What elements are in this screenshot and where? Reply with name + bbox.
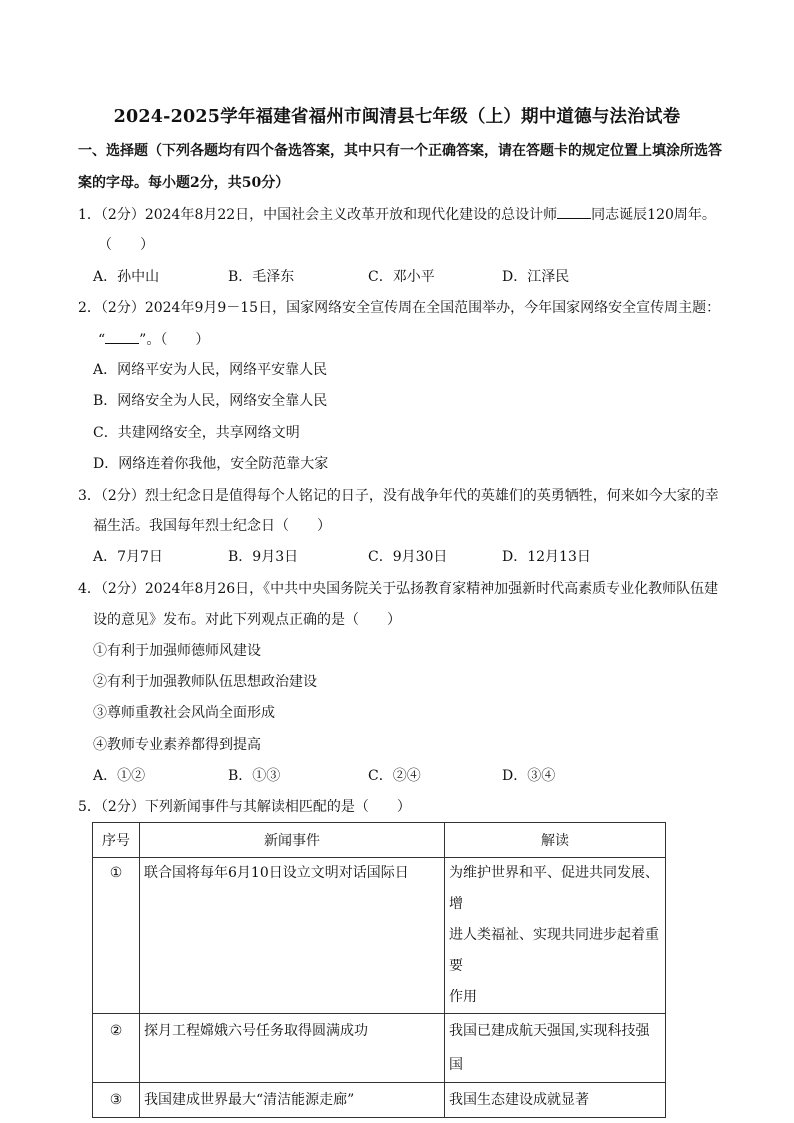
table-row — [93, 1083, 666, 1118]
q3-option-b[interactable]: B．9月3日 — [228, 549, 299, 565]
row-note — [445, 858, 666, 1014]
question-1-paren: （ ） — [98, 237, 154, 253]
q1-option-a[interactable]: A．孙中山 — [93, 269, 160, 285]
row-note-line: 进人类福祉、实现共同进步起着重要 — [449, 927, 659, 974]
question-1 — [78, 204, 716, 225]
table-header-num: 序号 — [93, 823, 140, 858]
question-4-line1: 4．（2分）2024年8月26日，《中共中央国务院关于弘扬教育家精神加强新时代高素质专业化教师队伍建 — [78, 581, 719, 597]
row-event: 联合国将每年6月10日设立文明对话国际日 — [140, 858, 445, 1014]
news-table — [92, 822, 666, 1118]
question-3-line2: 福生活。我国每年烈士纪念日（ ） — [93, 518, 331, 534]
answer-blank — [105, 329, 139, 344]
row-event: 我国建成世界最大“清洁能源走廊” — [140, 1083, 445, 1118]
q3-option-a[interactable]: A．7月7日 — [93, 549, 163, 565]
table-header-event: 新闻事件 — [140, 823, 445, 858]
q1-option-c[interactable]: C．邓小平 — [368, 269, 435, 285]
q3-option-c[interactable]: C．9月30日 — [368, 549, 448, 565]
q4-statement-4: ④教师专业素养都得到提高 — [93, 737, 261, 753]
q4-option-b[interactable]: B．①③ — [228, 768, 281, 784]
section-instructions-line2: 案的字母。每小题2分，共50分） — [78, 175, 290, 191]
quote-open: “ — [98, 332, 106, 348]
question-1-text-b: 同志诞辰120周年。 — [591, 207, 716, 223]
q2-option-d[interactable]: D．网络连着你我他，安全防范靠大家 — [93, 456, 329, 472]
question-2-line2 — [98, 329, 209, 350]
row-event: 探月工程嫦娥六号任务取得圆满成功 — [140, 1014, 445, 1083]
row-number: ③ — [93, 1083, 140, 1118]
table-header-row — [93, 823, 666, 858]
q1-option-d[interactable]: D．江泽民 — [502, 269, 570, 285]
q1-option-b[interactable]: B．毛泽东 — [228, 269, 295, 285]
q4-option-c[interactable]: C．②④ — [368, 768, 421, 784]
row-note: 我国生态建设成就显著 — [445, 1083, 666, 1118]
row-number: ② — [93, 1014, 140, 1083]
q4-option-a[interactable]: A．①② — [93, 768, 146, 784]
question-2-line1: 2．（2分）2024年9月9－15日，国家网络安全宣传周在全国范围举办，今年国家网络安全宣传周主题： — [78, 300, 721, 316]
row-note-line: 为维护世界和平、促进共同发展、增 — [449, 865, 659, 912]
question-1-text-a: 1．（2分）2024年8月22日，中国社会主义改革开放和现代化建设的总设计师 — [78, 207, 558, 223]
q2-option-c[interactable]: C．共建网络安全，共享网络文明 — [93, 425, 300, 441]
row-note-line: 作用 — [449, 989, 477, 1005]
quote-close: ”。（ ） — [139, 332, 210, 348]
q3-option-d[interactable]: D．12月13日 — [502, 549, 591, 565]
row-note: 我国已建成航天强国,实现科技强国 — [445, 1014, 666, 1083]
q4-statement-1: ①有利于加强师德师风建设 — [93, 643, 261, 659]
question-4-line2: 设的意见》发布。对此下列观点正确的是（ ） — [93, 612, 401, 628]
table-header-note: 解读 — [445, 823, 666, 858]
table-row — [93, 1014, 666, 1083]
answer-blank — [557, 204, 591, 219]
section-instructions-line1: 一、选择题（下列各题均有四个备选答案，其中只有一个正确答案，请在答题卡的规定位置上填涂所选答 — [78, 143, 722, 159]
q4-statement-2: ②有利于加强教师队伍思想政治建设 — [93, 674, 317, 690]
table-row — [93, 858, 666, 1014]
row-number: ① — [93, 858, 140, 1014]
page-title: 2024-2025学年福建省福州市闽清县七年级（上）期中道德与法治试卷 — [113, 107, 681, 127]
question-5-line1: 5．（2分）下列新闻事件与其解读相匹配的是（ ） — [78, 799, 411, 815]
q4-statement-3: ③尊师重教社会风尚全面形成 — [93, 705, 275, 721]
question-3-line1: 3．（2分）烈士纪念日是值得每个人铭记的日子，没有战争年代的英雄们的英勇牺牲，何来如今大家的幸 — [78, 488, 719, 504]
q2-option-a[interactable]: A．网络平安为人民，网络平安靠人民 — [93, 362, 328, 378]
q4-option-d[interactable]: D．③④ — [502, 768, 556, 784]
q2-option-b[interactable]: B．网络安全为人民，网络安全靠人民 — [93, 393, 328, 409]
